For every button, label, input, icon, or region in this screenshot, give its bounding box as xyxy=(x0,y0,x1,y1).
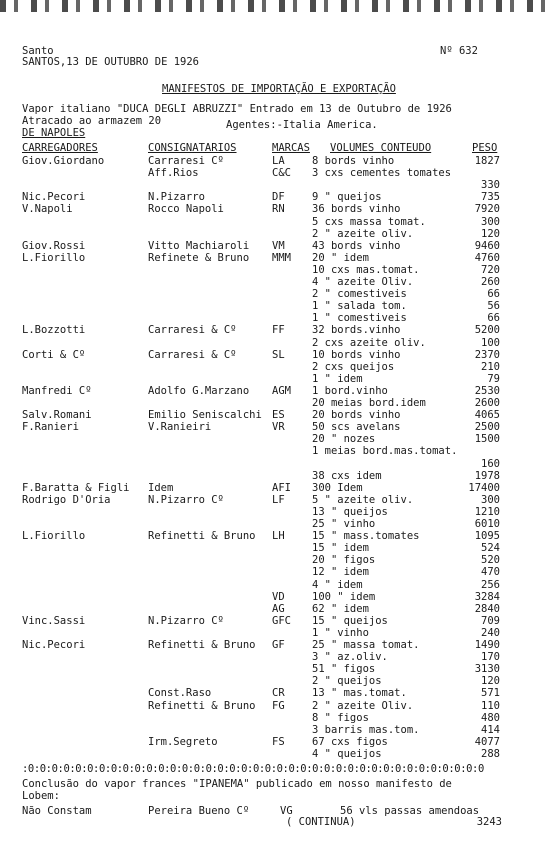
contents-cell: 9 " queijos xyxy=(312,191,382,204)
consignee-cell: Idem xyxy=(148,481,174,494)
weight-cell: 120 xyxy=(481,675,500,688)
weight-cell: 66 xyxy=(487,312,500,325)
header-city: Santo xyxy=(22,45,54,57)
contents-cell: 1 bord.vinho xyxy=(312,384,388,397)
mark-cell: VD xyxy=(272,590,285,603)
contents-cell: 4 " idem xyxy=(312,578,363,591)
weight-cell: 56 xyxy=(487,300,500,313)
weight-cell: 571 xyxy=(481,687,500,700)
conclusion-line: Conclusão do vapor frances "IPANEMA" publicado em nosso manifesto de xyxy=(22,778,452,790)
mark-cell: LA xyxy=(272,155,285,167)
weight-cell: 2500 xyxy=(474,421,500,434)
consignee-cell: Emilio Seniscalchi xyxy=(148,409,262,422)
consignee-cell: N.Pizarro Cº xyxy=(148,614,224,627)
weight-cell: 300 xyxy=(481,215,500,228)
contents-cell: 51 " figos xyxy=(312,663,376,676)
weight-cell: 256 xyxy=(481,578,500,591)
shipper-cell: Salv.Romani xyxy=(22,409,92,422)
weight-cell: 3284 xyxy=(474,590,500,603)
weight-cell: 3130 xyxy=(474,663,500,676)
weight-cell: 720 xyxy=(481,263,500,276)
consignee-cell: Irm.Segreto xyxy=(148,735,218,748)
contents-cell: 25 " vinho xyxy=(312,518,376,530)
contents-cell: 8 " figos xyxy=(312,711,369,724)
weight-cell: 300 xyxy=(481,493,500,506)
consignee-cell: N.Pizarro Cº xyxy=(148,493,224,506)
atracado-line: Atracado ao armazem 20 xyxy=(22,115,162,127)
final-shipper: Não Constam xyxy=(22,805,92,817)
agentes-line: Agentes:-Italia America. xyxy=(226,119,378,131)
weight-cell: 120 xyxy=(481,227,500,240)
consignee-cell: Carraresi & Cº xyxy=(148,324,237,337)
contents-cell: 10 cxs mas.tomat. xyxy=(312,263,420,276)
weight-cell: 4760 xyxy=(474,251,500,264)
mark-cell: LF xyxy=(272,493,285,506)
contents-cell: 1 " comestiveis xyxy=(312,312,407,325)
weight-cell: 110 xyxy=(481,699,500,712)
contents-cell: 2 " azeite oliv. xyxy=(312,227,414,240)
final-mark: VG xyxy=(280,805,293,817)
weight-cell: 330 xyxy=(481,179,500,192)
consignee-cell: Aff.Rios xyxy=(148,167,199,180)
continua-label: ( CONTINUA) xyxy=(286,816,356,828)
contents-cell: 50 scs avelans xyxy=(312,421,401,434)
mark-cell: AGM xyxy=(272,384,291,397)
scan-smudge xyxy=(0,0,550,12)
consignee-cell: V.Ranieiri xyxy=(148,421,212,434)
mark-cell: CR xyxy=(272,687,285,700)
contents-cell: 36 bords vinho xyxy=(312,203,401,216)
consignee-cell: Rocco Napoli xyxy=(148,203,224,216)
contents-cell: 100 " idem xyxy=(312,590,376,603)
shipper-cell: F.Baratta & Figli xyxy=(22,481,130,494)
mark-cell: LH xyxy=(272,530,285,543)
contents-cell: 20 " nozes xyxy=(312,433,376,446)
weight-cell: 66 xyxy=(487,288,500,301)
contents-cell: 15 " queijos xyxy=(312,614,388,627)
mark-cell: ES xyxy=(272,409,285,422)
mark-cell: FG xyxy=(272,699,285,712)
consignee-cell: Refinete & Bruno xyxy=(148,251,250,264)
document-title: MANIFESTOS DE IMPORTAÇÃO E EXPORTAÇÃO xyxy=(162,83,396,95)
contents-cell: 32 bords.vinho xyxy=(312,324,401,337)
col-header-carregadores: CARREGADORES xyxy=(22,142,98,154)
final-consignee: Pereira Bueno Cº xyxy=(148,805,250,817)
contents-cell: 15 " mass.tomates xyxy=(312,530,420,543)
weight-cell: 2600 xyxy=(474,397,500,409)
contents-cell: 13 " queijos xyxy=(312,505,388,518)
contents-cell: 12 " idem xyxy=(312,566,369,579)
mark-cell: FS xyxy=(272,735,285,748)
weight-cell: 100 xyxy=(481,336,500,349)
weight-cell: 288 xyxy=(481,747,500,760)
weight-cell: 17400 xyxy=(468,481,500,494)
mark-cell: C&C xyxy=(272,167,291,180)
contents-cell: 5 " azeite oliv. xyxy=(312,493,414,506)
weight-cell: 1827 xyxy=(474,155,500,167)
weight-cell: 2840 xyxy=(474,602,500,615)
weight-cell: 7920 xyxy=(474,203,500,216)
weight-cell: 260 xyxy=(481,276,500,288)
contents-cell: 4 " azeite Oliv. xyxy=(312,276,414,288)
contents-cell: 2 " queijos xyxy=(312,675,382,688)
consignee-cell: Carraresi Cº xyxy=(148,155,224,167)
weight-cell: 520 xyxy=(481,554,500,567)
conclusion-line-2: Lobem: xyxy=(22,790,60,802)
weight-cell: 2370 xyxy=(474,348,500,361)
weight-cell: 709 xyxy=(481,614,500,627)
mark-cell: SL xyxy=(272,348,285,361)
weight-cell: 414 xyxy=(481,723,500,736)
mark-cell: GFC xyxy=(272,614,291,627)
shipper-cell: Nic.Pecori xyxy=(22,191,86,204)
contents-cell: 38 cxs idem xyxy=(312,469,382,482)
weight-cell: 4065 xyxy=(474,409,500,422)
weight-cell: 240 xyxy=(481,626,500,639)
weight-cell: 160 xyxy=(481,457,500,470)
weight-cell: 79 xyxy=(487,372,500,385)
contents-cell: 1 " salada tom. xyxy=(312,300,407,313)
contents-cell: 3 " az.oliv. xyxy=(312,651,388,664)
document-number: Nº 632 xyxy=(440,45,478,57)
contents-cell: 2 cxs queijos xyxy=(312,360,395,373)
shipper-cell: L.Fiorillo xyxy=(22,530,86,543)
consignee-cell: Vitto Machiaroli xyxy=(148,239,250,252)
contents-cell: 15 " idem xyxy=(312,542,369,555)
shipper-cell: Manfredi Cº xyxy=(22,384,92,397)
mark-cell: FF xyxy=(272,324,285,337)
weight-cell: 1210 xyxy=(474,505,500,518)
contents-cell: 20 " figos xyxy=(312,554,376,567)
contents-cell: 3 barris mas.tom. xyxy=(312,723,420,736)
consignee-cell: Const.Raso xyxy=(148,687,212,700)
weight-cell: 5200 xyxy=(474,324,500,337)
col-header-marcas: MARCAS xyxy=(272,142,310,154)
shipper-cell: Nic.Pecori xyxy=(22,639,86,651)
contents-cell: 20 bords vinho xyxy=(312,409,401,422)
col-header-volumes: VOLUMES CONTEUDO xyxy=(330,142,432,154)
mark-cell: AFI xyxy=(272,481,291,494)
weight-cell: 524 xyxy=(481,542,500,555)
contents-cell: 1 " vinho xyxy=(312,626,369,639)
contents-cell: 43 bords vinho xyxy=(312,239,401,252)
contents-cell: 1 meias bord.mas.tomat. xyxy=(312,445,458,458)
weight-cell: 470 xyxy=(481,566,500,579)
shipper-cell: Corti & Cº xyxy=(22,348,86,361)
mark-cell: MMM xyxy=(272,251,291,264)
contents-cell: 25 " massa tomat. xyxy=(312,639,420,651)
weight-cell: 480 xyxy=(481,711,500,724)
contents-cell: 67 cxs figos xyxy=(312,735,388,748)
contents-cell: 2 " comestiveis xyxy=(312,288,407,301)
weight-cell: 735 xyxy=(481,191,500,204)
contents-cell: 13 " mas.tomat. xyxy=(312,687,407,700)
contents-cell: 4 " queijos xyxy=(312,747,382,760)
contents-cell: 1 " idem xyxy=(312,372,363,385)
contents-cell: 20 " idem xyxy=(312,251,369,264)
weight-cell: 9460 xyxy=(474,239,500,252)
shipper-cell: V.Napoli xyxy=(22,203,73,216)
col-header-consignatarios: CONSIGNATARIOS xyxy=(148,142,237,154)
mark-cell: AG xyxy=(272,602,285,615)
separator-line: :0:0:0:0:0:0:0:0:0:0:0:0:0:0:0:0:0:0:0:0:0:0:0:0:0:0:0:0:0:0:0:0:0:0:0:0:0:0:0 xyxy=(22,763,484,775)
consignee-cell: Refinetti & Bruno xyxy=(148,699,256,712)
shipper-cell: L.Bozzotti xyxy=(22,324,86,337)
ship-line: Vapor italiano "DUCA DEGLI ABRUZZI" Entrado em 13 de Outubro de 1926 xyxy=(22,103,452,115)
weight-cell: 2530 xyxy=(474,384,500,397)
contents-cell: 10 bords vinho xyxy=(312,348,401,361)
weight-cell: 1978 xyxy=(474,469,500,482)
mark-cell: VM xyxy=(272,239,285,252)
contents-cell: 5 cxs massa tomat. xyxy=(312,215,426,228)
contents-cell: 8 bords vinho xyxy=(312,155,395,167)
contents-cell: 2 cxs azeite oliv. xyxy=(312,336,426,349)
final-contents: 56 vls passas amendoas xyxy=(340,805,480,817)
consignee-cell: Adolfo G.Marzano xyxy=(148,384,250,397)
weight-cell: 1095 xyxy=(474,530,500,543)
contents-cell: 300 Idem xyxy=(312,481,363,494)
mark-cell: DF xyxy=(272,191,285,204)
col-header-peso: PESO xyxy=(472,142,498,154)
consignee-cell: N.Pizarro xyxy=(148,191,205,204)
shipper-cell: Giov.Giordano xyxy=(22,155,105,167)
mark-cell: GF xyxy=(272,639,285,651)
contents-cell: 20 meias bord.idem xyxy=(312,397,426,409)
header-date: SANTOS,13 DE OUTUBRO DE 1926 xyxy=(22,56,200,68)
weight-cell: 1490 xyxy=(474,639,500,651)
origin-label: DE NAPOLES xyxy=(22,127,86,139)
consignee-cell: Carraresi & Cº xyxy=(148,348,237,361)
shipper-cell: F.Ranieri xyxy=(22,421,79,434)
shipper-cell: Vinc.Sassi xyxy=(22,614,86,627)
weight-cell: 4077 xyxy=(474,735,500,748)
mark-cell: RN xyxy=(272,203,285,216)
shipper-cell: Giov.Rossi xyxy=(22,239,86,252)
shipper-cell: L.Fiorillo xyxy=(22,251,86,264)
weight-cell: 1500 xyxy=(474,433,500,446)
contents-cell: 62 " idem xyxy=(312,602,369,615)
consignee-cell: Refinetti & Bruno xyxy=(148,639,256,651)
final-weight: 3243 xyxy=(476,816,502,828)
contents-cell: 3 cxs cementes tomates xyxy=(312,167,452,180)
weight-cell: 6010 xyxy=(474,518,500,530)
weight-cell: 170 xyxy=(481,651,500,664)
contents-cell: 2 " azeite Oliv. xyxy=(312,699,414,712)
shipper-cell: Rodrigo D'Oria xyxy=(22,493,111,506)
weight-cell: 210 xyxy=(481,360,500,373)
consignee-cell: Refinetti & Bruno xyxy=(148,530,256,543)
mark-cell: VR xyxy=(272,421,285,434)
